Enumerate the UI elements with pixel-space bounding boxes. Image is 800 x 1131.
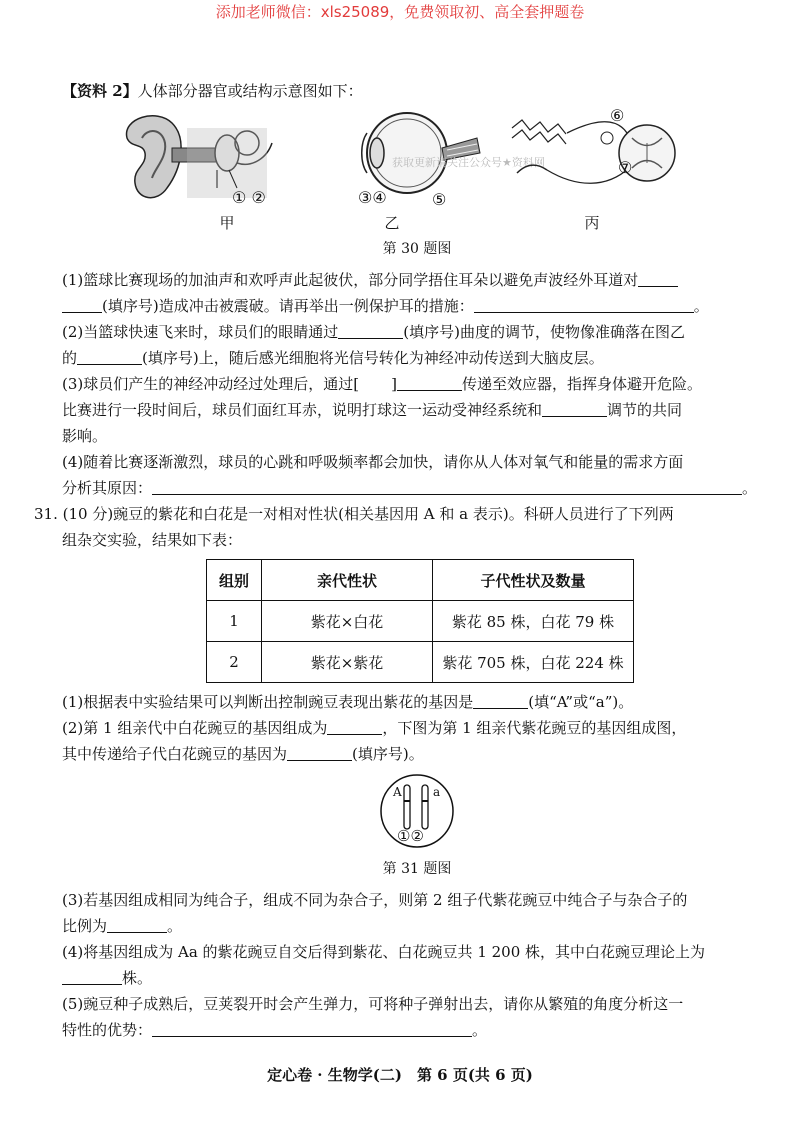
chromosome-markers: ①② — [397, 827, 424, 845]
answer-blank-30-3b[interactable] — [542, 400, 607, 417]
figure-31-caption: 第 31 题图 — [382, 861, 452, 877]
q30-part1-line2: (填序号)造成冲击被震破。请再举出一例保护耳的措施： 。 — [62, 293, 772, 319]
q31-intro-line2: 组杂交实验，结果如下表： — [62, 531, 243, 549]
table-cell: 紫花×白花 — [262, 601, 433, 642]
answer-blank-30-1b[interactable] — [62, 296, 102, 313]
cross-results-table — [206, 559, 634, 683]
q30-part4-line1: (4)随着比赛逐渐激烈，球员的心跳和呼吸频率都会加快，请你从人体对氧气和能量的需求方面 — [62, 453, 684, 471]
table-header-row — [207, 560, 634, 601]
q31-part3-line2: 比例为 。 — [62, 917, 183, 935]
table-cell: 紫花×紫花 — [262, 642, 433, 683]
q31-part4-line2: 株。 — [62, 965, 772, 991]
answer-blank-30-1c[interactable] — [474, 296, 694, 313]
material-heading — [62, 78, 772, 104]
material-tag: 【资料 2】 — [62, 82, 138, 100]
q30-part2-line1: (2)当篮球快速飞来时，球员们的眼睛通过 (填序号)曲度的调节，使物像准确落在图乙 — [62, 323, 685, 341]
fig-label-bing: 丙 — [584, 214, 600, 232]
answer-blank-31-1[interactable] — [473, 692, 528, 709]
answer-blank-30-3a[interactable] — [397, 374, 462, 391]
table-header-group: 组别 — [207, 560, 262, 601]
eye-markers-retina: ⑤ — [432, 190, 447, 209]
q31-part5-line2: 特性的优势： 。 — [62, 1021, 488, 1039]
table-cell: 紫花 85 株，白花 79 株 — [433, 601, 634, 642]
allele-label-a: a — [433, 785, 441, 799]
answer-blank-31-2a[interactable] — [327, 718, 382, 735]
q30-part3-line2: 比赛进行一段时间后，球员们面红耳赤，说明打球这一运动受神经系统和 调节的共同 — [62, 401, 683, 419]
table-header-offspring: 子代性状及数量 — [433, 560, 634, 601]
fig-label-jia: 甲 — [219, 214, 235, 232]
q31-part3-line1: (3)若基因组成相同为纯合子，组成不同为杂合子，则第 2 组子代紫花豌豆中纯合子与杂合子的 — [62, 891, 688, 909]
exam-page — [34, 78, 772, 1043]
figure-30 — [62, 108, 772, 233]
answer-blank-30-1a[interactable] — [638, 270, 678, 287]
q31-part5-line1: (5)豌豆种子成熟后，豆荚裂开时会产生弹力，可将种子弹射出去，请你从繁殖的角度分析这一 — [62, 995, 684, 1013]
answer-blank-30-2a[interactable] — [338, 322, 403, 339]
table-row — [207, 642, 634, 683]
page-footer: 定心卷 · 生物学(二) 第 6 页(共 6 页) — [267, 1066, 533, 1084]
watermark-text: 获取更新请关注公众号★资料网 — [392, 156, 545, 169]
q30-part4-line2: 分析其原因： 。 — [62, 479, 758, 497]
reflex-arc-illustration — [507, 108, 677, 208]
answer-blank-31-5[interactable] — [152, 1020, 472, 1037]
q30-part2-line2: 的 (填序号)上，随后感光细胞将光信号转化为神经冲动传送到大脑皮层。 — [62, 349, 604, 367]
q30-part3-line1: (3)球员们产生的神经冲动经过处理后，通过[ ] 传递至效应器，指挥身体避开危险。 — [62, 375, 702, 393]
answer-blank-31-2b[interactable] — [287, 744, 352, 761]
fig-label-yi: 乙 — [384, 214, 400, 232]
eye-markers-lens: ③④ — [358, 188, 387, 207]
figure-30-caption: 第 30 题图 — [382, 241, 452, 257]
nerve-marker-6: ⑥ — [610, 106, 625, 125]
q31-part1: (1)根据表中实验结果可以判断出控制豌豆表现出紫花的基因是 (填“A”或“a”)。 — [62, 693, 634, 711]
q30-part3-line3: 影响。 — [62, 427, 108, 445]
table-cell: 紫花 705 株，白花 224 株 — [433, 642, 634, 683]
figure-31 — [377, 771, 457, 853]
answer-blank-30-4[interactable] — [152, 478, 742, 495]
allele-label-A: A — [393, 785, 402, 799]
q31-part2-line1: (2)第 1 组亲代中白花豌豆的基因组成为 ，下图为第 1 组亲代紫花豌豆的基因组成图， — [62, 719, 687, 737]
table-cell: 2 — [207, 642, 262, 683]
promo-banner: 添加老师微信：xls25089，免费领取初、高全套押题卷 — [215, 3, 585, 21]
q30-part1-line1: (1)篮球比赛现场的加油声和欢呼声此起彼伏，部分同学捂住耳朵以避免声波经外耳道对 — [62, 267, 772, 293]
answer-blank-30-2b[interactable] — [77, 348, 142, 365]
answer-blank-31-3[interactable] — [107, 916, 167, 933]
q31-part2-line2: 其中传递给子代白花豌豆的基因为 (填序号)。 — [62, 745, 424, 763]
table-row — [207, 601, 634, 642]
answer-blank-31-4[interactable] — [62, 968, 122, 985]
q31-intro-line1: 31. (10 分)豌豆的紫花和白花是一对相对性状(相关基因用 A 和 a 表示)。科研人员进行了下列两 — [34, 505, 674, 523]
table-cell: 1 — [207, 601, 262, 642]
material-text: 人体部分器官或结构示意图如下： — [137, 82, 363, 100]
ear-markers: ① ② — [232, 188, 266, 207]
q31-part4-line1: (4)将基因组成为 Aa 的紫花豌豆自交后得到紫花、白花豌豆共 1 200 株，其中白花豌豆理论上为 — [62, 943, 706, 961]
table-header-parents: 亲代性状 — [262, 560, 433, 601]
nerve-marker-7: ⑦ — [618, 158, 633, 177]
